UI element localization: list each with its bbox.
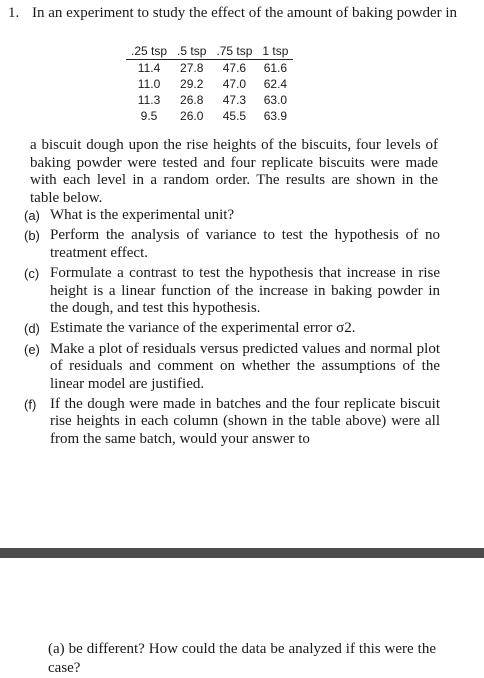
table-cell: 26.0: [180, 109, 204, 123]
part-text: Perform the analysis of variance to test the hypothesis of no treatment effect.: [50, 227, 440, 261]
question-body: a biscuit dough upon the rise heights of the biscuits, four levels of baking powder were tested and four replicate biscuits were made with each level in a random order. The results are shown in the table below.: [30, 137, 438, 206]
part-b: [24, 227, 440, 262]
table-header: .5 tsp: [172, 43, 211, 60]
part-text: What is the experimental unit?: [50, 207, 235, 223]
table-cell: 11.0: [137, 77, 161, 91]
part-text: Formulate a contrast to test the hypothesis that increase in rise height is a linear function of the increase in baking powder in the dough, and test this hypothesis.: [50, 265, 440, 317]
continuation-text: (a) be different? How could the data be analyzed if this were the case?: [48, 641, 436, 676]
part-letter: (e): [24, 341, 40, 357]
part-c: [24, 265, 440, 317]
part-letter: (d): [24, 321, 40, 337]
question-lead: In an experiment to study the effect of the amount of baking powder in: [32, 5, 458, 21]
part-a: [24, 207, 440, 224]
table-header-row: [126, 43, 293, 60]
table-row: [126, 60, 293, 77]
part-text: Make a plot of residuals versus predicted values and normal plot of residuals and comment on whether the assumptions of the linear model are justified.: [50, 340, 440, 392]
table-header: 1 tsp: [257, 43, 293, 60]
table-row: [126, 92, 293, 108]
part-letter: (a): [24, 208, 40, 223]
table-row: [126, 76, 293, 92]
table-cell: 11.3: [137, 93, 161, 107]
table-cell: 11.4: [137, 61, 161, 75]
part-letter: (b): [24, 228, 40, 244]
table-cell: 61.6: [263, 61, 288, 75]
table-header: .75 tsp: [211, 43, 257, 60]
table-cell: 47.3: [222, 93, 247, 107]
table-cell: 47.6: [222, 61, 247, 75]
table-cell: 9.5: [140, 109, 158, 123]
table-cell: 29.2: [180, 77, 204, 91]
question-parts: [24, 207, 440, 451]
part-letter: (f): [24, 397, 37, 413]
part-text: If the dough were made in batches and the four replicate biscuit rise heights in each column (shown in the table above) were all from the same batch, would your answer to: [50, 396, 440, 447]
table-header: .25 tsp: [126, 43, 172, 60]
table-cell: 62.4: [263, 77, 288, 91]
table-cell: 63.9: [263, 109, 288, 123]
table-cell: 45.5: [222, 109, 247, 123]
table-row: [126, 108, 293, 124]
data-table: [126, 43, 293, 124]
part-text: Estimate the variance of the experimental error σ2.: [50, 320, 356, 337]
part-f: [24, 396, 440, 448]
part-d: [24, 320, 440, 337]
part-letter: (c): [24, 266, 40, 282]
table-cell: 47.0: [222, 77, 247, 91]
table-cell: 26.8: [180, 93, 204, 107]
part-e: [24, 341, 440, 393]
table-cell: 63.0: [263, 93, 288, 107]
question-number: 1.: [8, 5, 20, 21]
table-cell: 27.8: [180, 61, 204, 75]
page-break-bar: [0, 548, 484, 558]
